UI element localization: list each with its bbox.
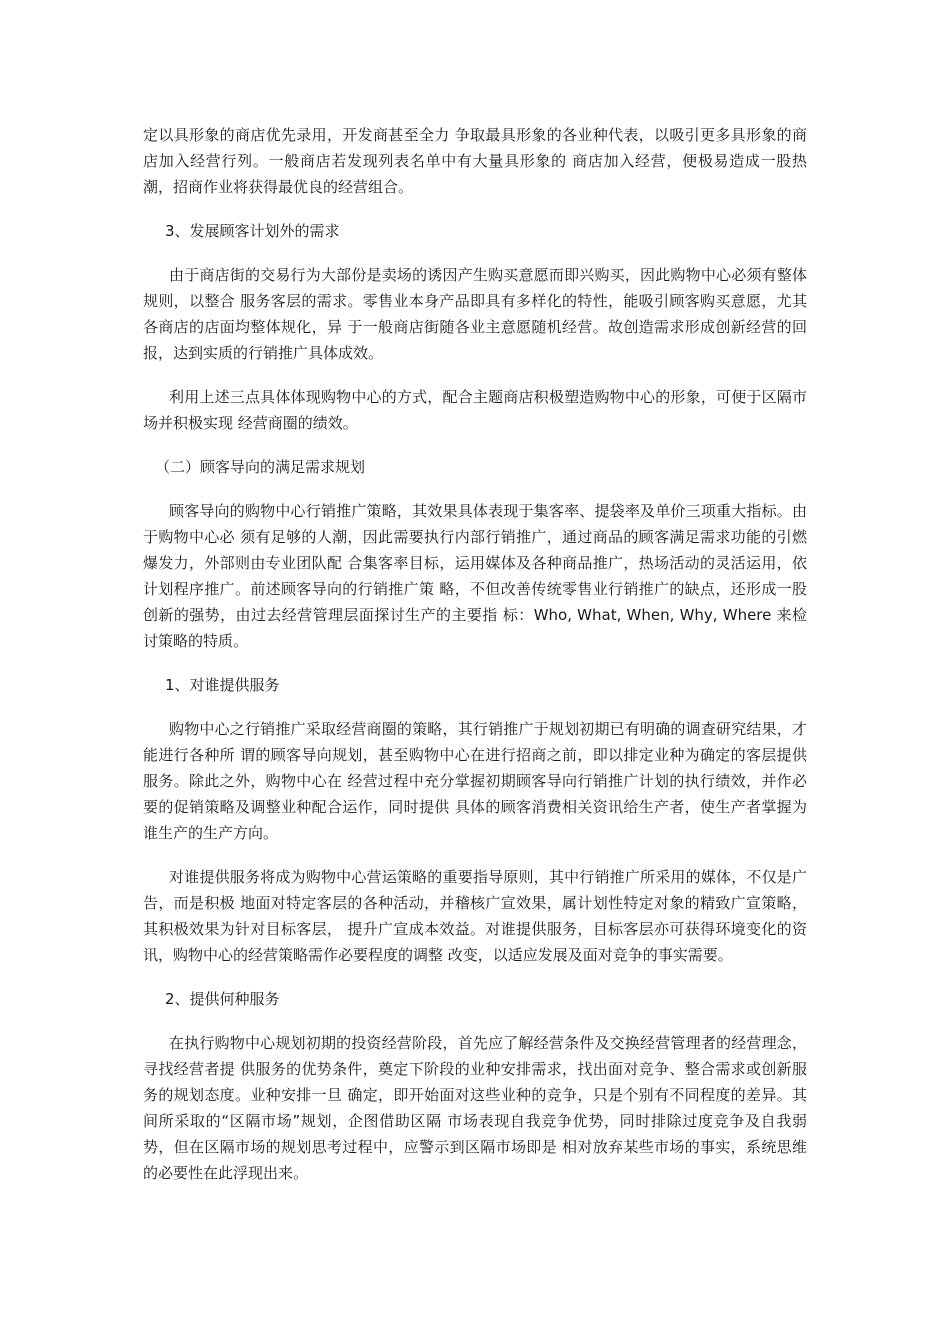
paragraph-5: 购物中心之行销推广采取经营商圈的策略，其行销推广于规划初期已有明确的调查研究结果，才能进行各种所 谓的顾客导向规划，甚至购物中心在进行招商之前，即以排定业种为确定的客层提供服务。除此之外，购物中心在 经营过程中充分掌握初期顾客导向行销推广计划的执行绩效，并作必要的促销策略及调整业种配合运作，同时提供 具体的顾客消费相关资讯给生产者，使生产者掌握为谁生产的生产方向。 [143,720,807,842]
paragraph-7: 在执行购物中心规划初期的投资经营阶段，首先应了解经营条件及交换经营管理者的经营理念，寻找经营者提 供服务的优势条件，奠定下阶段的业种安排需求，找出面对竞争、整合需求或创新服务的规划态度。业种安排一旦 确定，即开始面对这些业种的竞争，只是个别有不同程度的差异。其间所采取的“区隔市场”规划，企图借助区隔 市场表现自我竞争优势，同时排除过度竞争及自我弱势，但在区隔市场的规划思考过程中，应警示到区隔市场即是 相对放弃某些市场的事实，系统思维的必要性在此浮现出来。 [143,1034,807,1182]
paragraph-4: 顾客导向的购物中心行销推广策略，其效果具体表现于集客率、提袋率及单价三项重大指标。由于购物中心必 须有足够的人潮，因此需要执行内部行销推广，通过商品的顾客满足需求功能的引燃爆发力，外部则由专业团队配 合集客率目标，运用媒体及各种商品推广，热场活动的灵活运用，依计划程序推广。前述顾客导向的行销推广策 略，不但改善传统零售业行销推广的缺点，还形成一股创新的强势，由过去经营管理层面探讨生产的主要指 标：Who, What, When, Why, Where 来检讨策略的特质。 [143,502,807,650]
paragraph-2: 由于商店街的交易行为大部份是卖场的诱因产生购买意愿而即兴购买，因此购物中心必须有整体规则，以整合 服务客层的需求。零售业本身产品即具有多样化的特性，能吸引顾客购买意愿，尤其各商店的店面均整体规化，异 于一般商店街随各业主意愿随机经营。故创造需求形成创新经营的回报，达到实质的行销推广具体成效。 [143,266,807,362]
section-heading-3: 3、发展顾客计划外的需求 [165,222,340,240]
paragraph-1: 定以具形象的商店优先录用，开发商甚至全力 争取最具形象的各业种代表，以吸引更多具形象的商店加入经营行列。一般商店若发现列表名单中有大量具形象的 商店加入经营，便极易造成一股热潮，招商作业将获得最优良的经营组合。 [143,126,807,196]
section-heading-er: （二）顾客导向的满足需求规划 [155,458,366,476]
section-heading-1: 1、对谁提供服务 [165,676,280,694]
document-body [143,122,807,1204]
paragraph-3: 利用上述三点具体体现购物中心的方式，配合主题商店积极塑造购物中心的形象，可便于区隔市场并积极实现 经营商圈的绩效。 [143,388,807,432]
paragraph-6: 对谁提供服务将成为购物中心营运策略的重要指导原则，其中行销推广所采用的媒体，不仅是广告，而是积极 地面对特定客层的各种活动，并稽核广宣效果，属计划性特定对象的精致广宣策略，其积极效果为针对目标客层， 提升广宣成本效益。对谁提供服务，目标客层亦可获得环境变化的资讯，购物中心的经营策略需作必要程度的调整 改变，以适应发展及面对竞争的事实需要。 [143,868,807,964]
section-heading-2: 2、提供何种服务 [165,990,280,1008]
